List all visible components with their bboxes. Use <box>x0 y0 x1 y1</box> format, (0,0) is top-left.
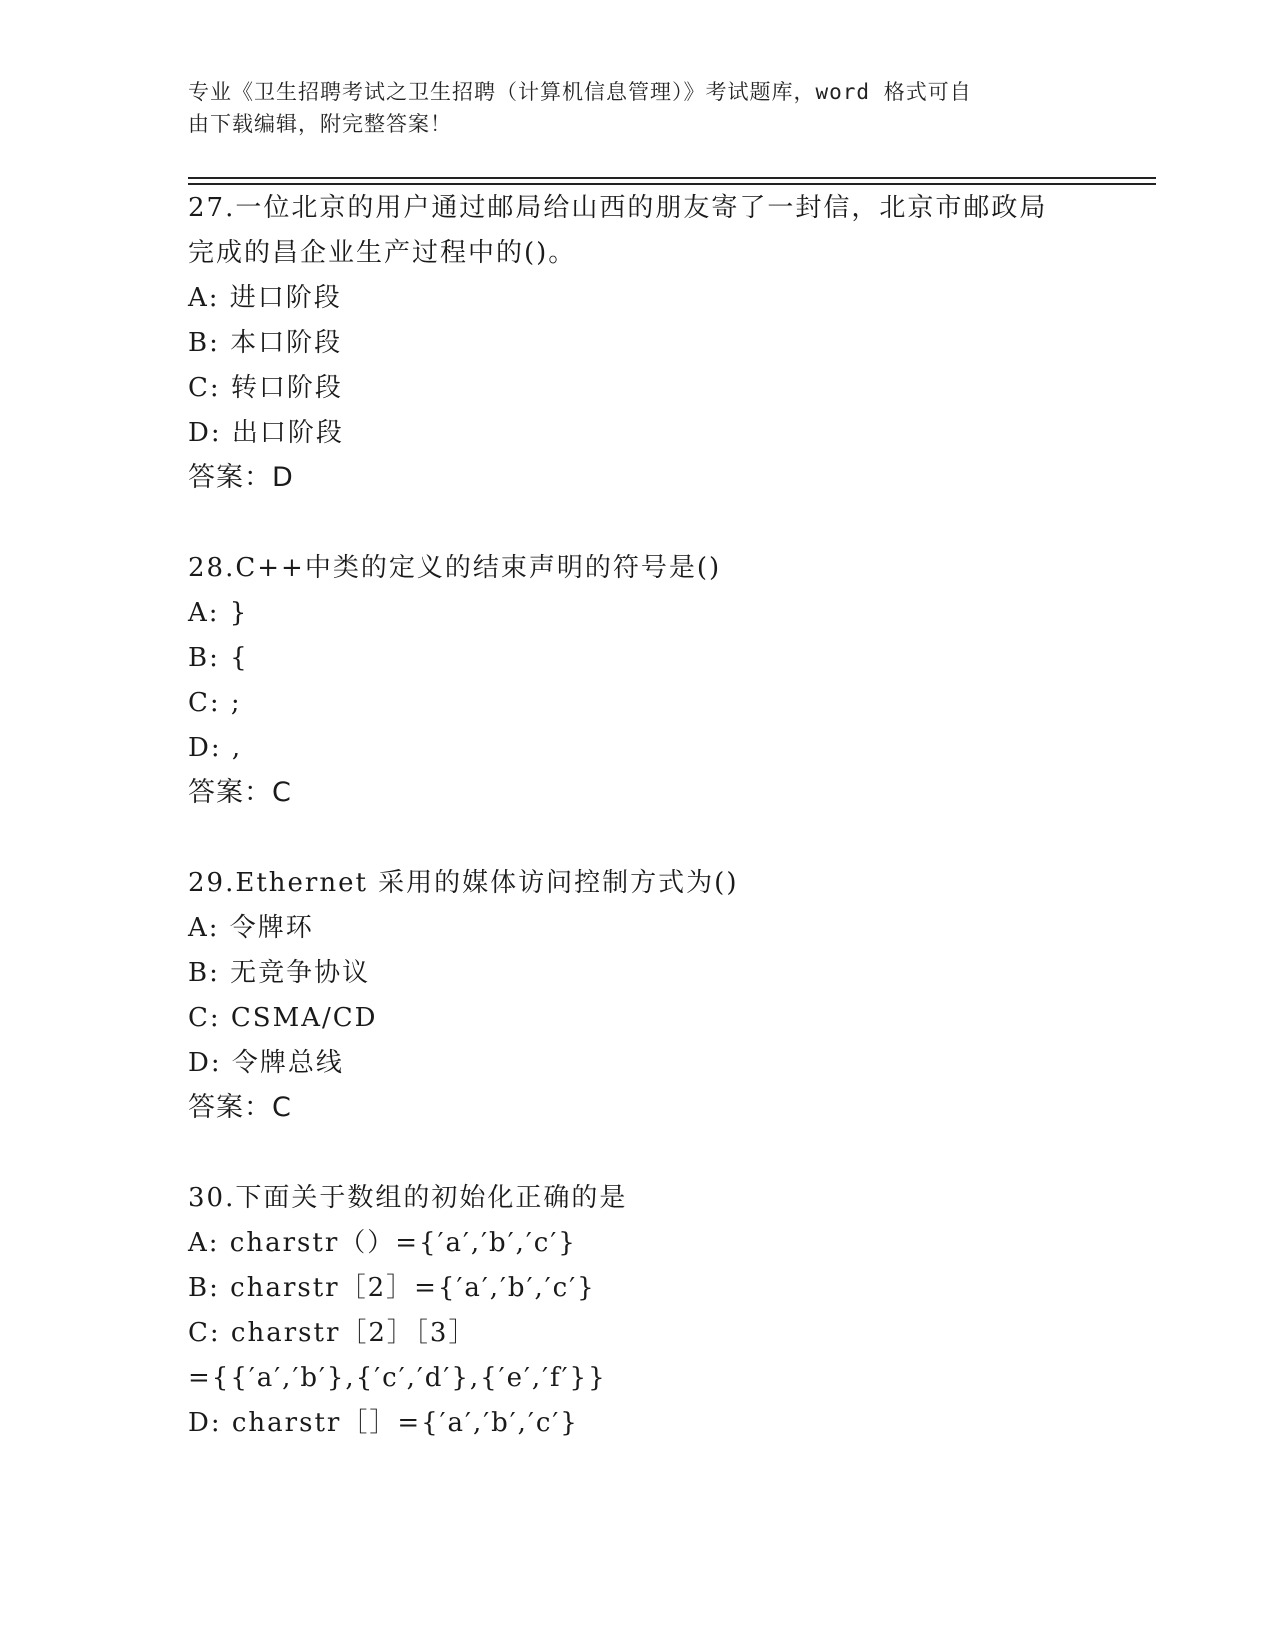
document-header <box>188 76 1068 140</box>
question-29-option-b: B: 无竞争协议 <box>188 958 371 988</box>
question-27-answer: 答案：D <box>188 462 294 493</box>
question-27-stem-line-2: 完成的昌企业生产过程中的()。 <box>188 238 577 268</box>
question-27-option-a: A: 进口阶段 <box>188 283 342 313</box>
question-29-option-a: A: 令牌环 <box>188 913 314 943</box>
header-divider-bottom <box>188 183 1156 185</box>
question-28-stem: 28.C++中类的定义的结束声明的符号是() <box>188 553 722 583</box>
question-27-stem-line-1: 27.一位北京的用户通过邮局给山西的朋友寄了一封信，北京市邮政局 <box>188 193 1048 223</box>
question-29-stem: 29.Ethernet 采用的媒体访问控制方式为() <box>188 868 739 898</box>
question-30-stem: 30.下面关于数组的初始化正确的是 <box>188 1183 628 1213</box>
question-27-option-b: B: 本口阶段 <box>188 328 343 358</box>
question-28-answer: 答案：C <box>188 777 292 808</box>
header-line-2: 由下载编辑，附完整答案！ <box>188 112 452 136</box>
question-30-option-a: A: charstr（）={′a′,′b′,′c′} <box>188 1228 577 1258</box>
question-28-option-b: B: { <box>188 643 249 673</box>
question-27-option-c: C: 转口阶段 <box>188 373 343 403</box>
question-30-option-c-continued: ={{′a′,′b′},{′c′,′d′},{′e′,′f′}} <box>188 1363 607 1393</box>
header-line-1: 专业《卫生招聘考试之卫生招聘（计算机信息管理）》考试题库，word 格式可自 <box>188 80 972 104</box>
question-29-option-d: D: 令牌总线 <box>188 1048 344 1078</box>
question-28-option-a: A: } <box>188 598 249 628</box>
question-29-answer: 答案：C <box>188 1092 292 1123</box>
header-divider-top <box>188 177 1156 179</box>
question-30-option-c: C: charstr［2］［3］ <box>188 1318 477 1348</box>
question-28-option-c: C: ; <box>188 688 242 718</box>
question-30-option-d: D: charstr［］={′a′,′b′,′c′} <box>188 1408 579 1438</box>
question-28-option-d: D: , <box>188 733 243 763</box>
question-29-option-c: C: CSMA/CD <box>188 1003 378 1033</box>
question-30-option-b: B: charstr［2］={′a′,′b′,′c′} <box>188 1273 596 1303</box>
question-27-option-d: D: 出口阶段 <box>188 418 344 448</box>
